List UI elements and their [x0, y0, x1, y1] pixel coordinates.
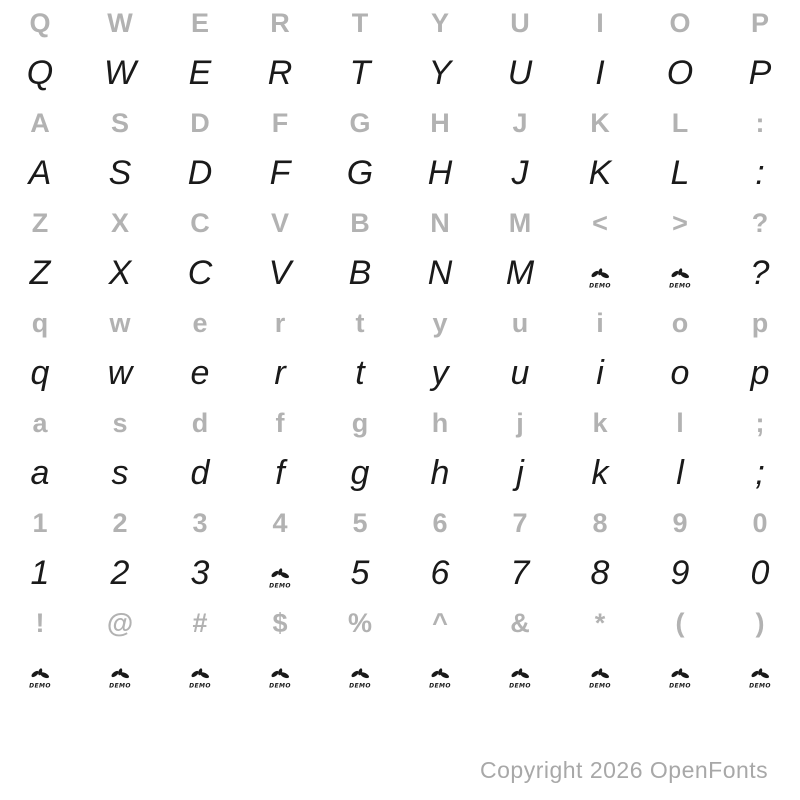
specimen-char: V — [268, 254, 292, 292]
reference-char: H — [430, 107, 450, 138]
specimen-char: : — [755, 154, 765, 192]
reference-row-digits — [0, 502, 800, 544]
specimen-char: H — [427, 154, 453, 192]
svg-text:DEMO: DEMO — [29, 682, 51, 690]
reference-char: 3 — [192, 507, 208, 538]
reference-char: > — [672, 207, 688, 238]
reference-char: ? — [751, 207, 769, 238]
specimen-char: A — [28, 154, 52, 192]
row-pair-lowercase-home — [0, 402, 800, 502]
specimen-char: 9 — [670, 554, 690, 592]
specimen-char: ; — [755, 454, 765, 492]
svg-text:DEMO: DEMO — [429, 682, 451, 690]
specimen-char: 6 — [430, 554, 450, 592]
specimen-char: Y — [428, 54, 452, 92]
reference-char: L — [671, 107, 689, 138]
demo-ornament-icon — [666, 666, 694, 692]
reference-char: Q — [29, 7, 51, 38]
reference-char: 7 — [512, 507, 528, 538]
svg-text:DEMO: DEMO — [509, 682, 531, 690]
reference-char: J — [512, 107, 528, 138]
specimen-char: L — [670, 154, 690, 192]
reference-char: ; — [755, 407, 765, 438]
reference-char: R — [270, 7, 290, 38]
demo-ornament-icon — [746, 666, 774, 692]
reference-char: % — [347, 607, 372, 638]
reference-char: 4 — [272, 507, 288, 538]
reference-char: s — [112, 407, 128, 438]
reference-char: K — [590, 107, 610, 138]
reference-char: N — [430, 207, 450, 238]
specimen-char: t — [355, 354, 365, 392]
demo-ornament-icon — [586, 666, 614, 692]
demo-ornament-icon — [506, 666, 534, 692]
reference-char: 1 — [32, 507, 48, 538]
reference-char: h — [431, 407, 449, 438]
reference-char: $ — [272, 607, 288, 638]
svg-text:DEMO: DEMO — [349, 682, 371, 690]
reference-char: d — [191, 407, 209, 438]
demo-ornament-icon — [266, 566, 294, 592]
specimen-char: 1 — [30, 554, 50, 592]
reference-char: u — [511, 307, 529, 338]
specimen-char: Z — [29, 254, 51, 292]
specimen-row-symbols — [0, 644, 800, 702]
reference-char: ^ — [432, 607, 448, 638]
reference-char: Z — [31, 207, 49, 238]
svg-text:DEMO: DEMO — [669, 682, 691, 690]
reference-char: O — [669, 7, 691, 38]
demo-placeholder — [240, 656, 320, 690]
demo-placeholder — [640, 256, 720, 290]
reference-char: Y — [430, 7, 449, 38]
demo-placeholder — [320, 656, 400, 690]
demo-ornament-icon — [666, 266, 694, 292]
svg-text:DEMO: DEMO — [749, 682, 771, 690]
specimen-row-lowercase-top — [0, 344, 800, 402]
svg-text:DEMO: DEMO — [189, 682, 211, 690]
demo-ornament-icon — [266, 666, 294, 692]
specimen-char: g — [350, 454, 370, 492]
specimen-char: X — [108, 254, 132, 292]
specimen-char: f — [275, 454, 285, 492]
specimen-char: 0 — [750, 554, 770, 592]
specimen-char: q — [30, 354, 50, 392]
specimen-row-lowercase-home — [0, 444, 800, 502]
reference-char: 0 — [752, 507, 768, 538]
specimen-char: R — [267, 54, 293, 92]
specimen-char: u — [510, 354, 530, 392]
specimen-char: N — [427, 254, 453, 292]
demo-ornament-icon — [106, 666, 134, 692]
svg-text:DEMO: DEMO — [589, 282, 611, 290]
specimen-char: 7 — [510, 554, 530, 592]
reference-row-uppercase-bottom — [0, 202, 800, 244]
demo-ornament-icon — [26, 666, 54, 692]
specimen-char: k — [591, 454, 609, 492]
svg-text:DEMO: DEMO — [109, 682, 131, 690]
reference-row-lowercase-home — [0, 402, 800, 444]
demo-ornament-icon — [586, 266, 614, 292]
row-pair-lowercase-top — [0, 302, 800, 402]
specimen-char: y — [431, 354, 449, 392]
specimen-row-uppercase-home — [0, 144, 800, 202]
specimen-char: T — [349, 54, 371, 92]
specimen-char: a — [30, 454, 50, 492]
specimen-char: w — [107, 354, 133, 392]
reference-char: 8 — [592, 507, 608, 538]
row-pair-symbols — [0, 602, 800, 702]
svg-text:DEMO: DEMO — [589, 682, 611, 690]
specimen-char: K — [588, 154, 612, 192]
glyph-grid — [0, 2, 800, 702]
reference-char: I — [596, 7, 604, 38]
row-pair-digits — [0, 502, 800, 602]
demo-placeholder — [80, 656, 160, 690]
specimen-char: I — [595, 54, 605, 92]
reference-char: o — [671, 307, 689, 338]
specimen-char: U — [507, 54, 533, 92]
reference-char: * — [594, 607, 606, 638]
specimen-char: E — [188, 54, 212, 92]
specimen-char: ? — [750, 254, 770, 292]
reference-char: ) — [755, 607, 765, 638]
specimen-char: l — [676, 454, 684, 492]
reference-char: 9 — [672, 507, 688, 538]
reference-char: E — [190, 7, 209, 38]
reference-char: T — [351, 7, 369, 38]
specimen-row-digits — [0, 544, 800, 602]
reference-char: D — [190, 107, 210, 138]
demo-placeholder — [0, 656, 80, 690]
specimen-char: J — [511, 154, 529, 192]
specimen-char: B — [348, 254, 372, 292]
copyright-text: Copyright 2026 OpenFonts — [480, 757, 769, 783]
demo-placeholder — [480, 656, 560, 690]
specimen-char: j — [516, 454, 524, 492]
specimen-char: S — [108, 154, 132, 192]
reference-char: g — [351, 407, 369, 438]
specimen-char: F — [269, 154, 291, 192]
specimen-char: D — [187, 154, 213, 192]
reference-char: & — [510, 607, 530, 638]
reference-char: : — [755, 107, 765, 138]
demo-placeholder — [720, 656, 800, 690]
demo-ornament-icon — [426, 666, 454, 692]
demo-ornament-icon — [186, 666, 214, 692]
reference-char: ! — [35, 607, 45, 638]
reference-char: f — [275, 407, 285, 438]
reference-char: q — [31, 307, 49, 338]
reference-char: P — [750, 7, 769, 38]
reference-char: W — [107, 7, 133, 38]
reference-char: A — [30, 107, 50, 138]
reference-row-uppercase-home — [0, 102, 800, 144]
reference-char: r — [274, 307, 286, 338]
specimen-char: p — [750, 354, 770, 392]
reference-char: t — [355, 307, 365, 338]
reference-char: 5 — [352, 507, 368, 538]
demo-placeholder — [560, 256, 640, 290]
specimen-char: e — [190, 354, 210, 392]
reference-char: U — [510, 7, 530, 38]
specimen-char: 8 — [590, 554, 610, 592]
row-pair-uppercase-bottom — [0, 202, 800, 302]
specimen-char: i — [596, 354, 604, 392]
specimen-char: C — [187, 254, 213, 292]
reference-char: F — [271, 107, 289, 138]
specimen-char: o — [670, 354, 690, 392]
reference-char: 6 — [432, 507, 448, 538]
reference-char: S — [110, 107, 129, 138]
specimen-char: d — [190, 454, 210, 492]
reference-char: # — [192, 607, 208, 638]
reference-char: w — [109, 307, 131, 338]
svg-text:DEMO: DEMO — [269, 682, 291, 690]
demo-placeholder — [640, 656, 720, 690]
specimen-row-uppercase-top — [0, 44, 800, 102]
reference-char: a — [32, 407, 48, 438]
reference-row-lowercase-top — [0, 302, 800, 344]
specimen-char: 3 — [190, 554, 210, 592]
row-pair-uppercase-top — [0, 2, 800, 102]
reference-char: k — [592, 407, 608, 438]
demo-placeholder — [560, 656, 640, 690]
reference-char: e — [192, 307, 208, 338]
reference-row-uppercase-top — [0, 2, 800, 44]
specimen-char: Q — [26, 54, 54, 92]
reference-char: < — [592, 207, 608, 238]
demo-placeholder — [160, 656, 240, 690]
specimen-char: M — [505, 254, 535, 292]
reference-char: C — [190, 207, 210, 238]
specimen-char: 2 — [110, 554, 130, 592]
specimen-char: 5 — [350, 554, 370, 592]
demo-ornament-icon — [346, 666, 374, 692]
reference-char: ( — [675, 607, 685, 638]
reference-char: l — [676, 407, 684, 438]
reference-char: M — [508, 207, 532, 238]
demo-placeholder — [400, 656, 480, 690]
reference-row-symbols — [0, 602, 800, 644]
reference-char: X — [110, 207, 129, 238]
specimen-char: s — [111, 454, 129, 492]
specimen-row-uppercase-bottom — [0, 244, 800, 302]
row-pair-uppercase-home — [0, 102, 800, 202]
reference-char: 2 — [112, 507, 128, 538]
reference-char: B — [350, 207, 370, 238]
reference-char: y — [432, 307, 448, 338]
reference-char: G — [349, 107, 371, 138]
reference-char: j — [516, 407, 524, 438]
specimen-char: P — [748, 54, 772, 92]
specimen-char: G — [346, 154, 374, 192]
specimen-char: h — [430, 454, 450, 492]
demo-placeholder — [240, 556, 320, 590]
specimen-char: W — [103, 54, 137, 92]
svg-text:DEMO: DEMO — [669, 282, 691, 290]
reference-char: i — [596, 307, 604, 338]
reference-char: @ — [106, 607, 134, 638]
specimen-char: r — [274, 354, 286, 392]
svg-text:DEMO: DEMO — [269, 582, 291, 590]
specimen-char: O — [666, 54, 694, 92]
reference-char: p — [751, 307, 769, 338]
reference-char: V — [270, 207, 289, 238]
